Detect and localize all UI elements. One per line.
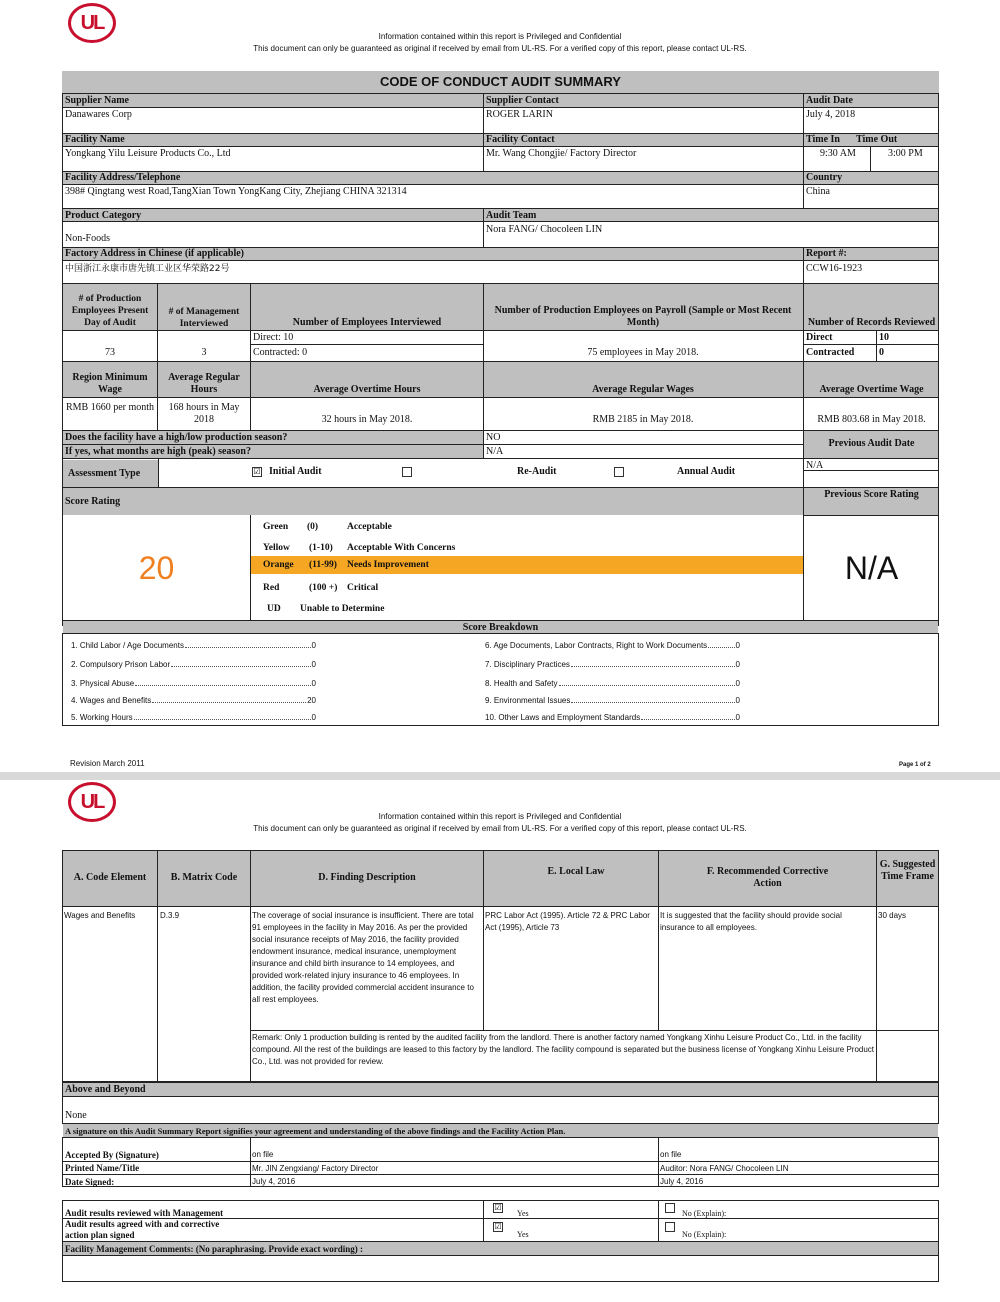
breakdown-label: 10. Other Laws and Employment Standards: [485, 713, 641, 722]
breakdown-item: [71, 695, 316, 706]
ul-logo-2: UL: [68, 782, 116, 822]
breakdown-item: [71, 678, 316, 689]
supplier-contact: ROGER LARIN: [486, 109, 553, 120]
confidential-notice: Information contained within this report is Privileged and Confidential This document can only be guaranteed as original if received by email from UL-RS. For a verified copy of this report, please contact UL-RS.: [253, 32, 747, 53]
score-value: 20: [138, 550, 175, 586]
overtime-hours: 32 hours in May 2018.: [321, 414, 413, 425]
average-hours: 168 hours in May 2018: [168, 402, 240, 425]
code-element: Wages and Benefits: [64, 911, 136, 920]
breakdown-item: [485, 678, 740, 689]
interviewed-direct: Direct: 10: [253, 332, 294, 343]
audit-team: Nora FANG/ Chocoleen LIN: [486, 224, 603, 235]
breakdown-item: [71, 640, 316, 651]
previous-audit-date: N/A: [806, 460, 824, 471]
breakdown-item: [71, 659, 316, 670]
finding-description: The coverage of social insurance is insufficient. There are total 91 employees in the facility in May 2016. As per the provided social insurance receipts of May 2016, the facility provided endowment insurance, medical insurance, unemployment insurance and child birth insurance to 14 employees, and provided work-related injury insurance to 46 employees. In addition, the facility provided commercial accident insurance to all rest employees.: [252, 911, 474, 1004]
page-number: Page 1 of 2: [899, 762, 931, 768]
time-frame: 30 days: [878, 911, 907, 920]
breakdown-label: 9. Environmental Issues: [485, 696, 571, 705]
breakdown-value: 0: [735, 641, 740, 650]
agreed-no-checkbox[interactable]: [665, 1222, 675, 1232]
annual-audit-checkbox[interactable]: [614, 467, 624, 477]
rating-range: (11-99): [309, 560, 337, 570]
report-title: CODE OF CONDUCT AUDIT SUMMARY: [380, 74, 621, 89]
reaudit-checkbox[interactable]: [402, 467, 412, 477]
rating-description: Critical: [347, 583, 379, 593]
breakdown-label: 3. Physical Abuse: [71, 679, 135, 688]
agreed-yes-checkbox[interactable]: ☑: [494, 1222, 502, 1231]
corrective-action: It is suggested that the facility should provide social insurance to all employees.: [660, 911, 842, 932]
breakdown-label: 5. Working Hours: [71, 713, 133, 722]
rating-range: (100 +): [309, 583, 338, 593]
facility-name: Yongkang Yilu Leisure Products Co., Ltd: [65, 148, 231, 159]
previous-score: N/A: [844, 550, 899, 586]
product-category: Non-Foods: [65, 233, 111, 244]
breakdown-value: 0: [311, 641, 316, 650]
local-law: PRC Labor Act (1995). Article 72 & PRC Labor Act (1995), Article 73: [485, 911, 650, 932]
audit-date: July 4, 2018: [806, 109, 856, 120]
supplier-name: Danawares Corp: [65, 109, 132, 120]
facility-contact: Mr. Wang Chongjie/ Factory Director: [486, 148, 637, 159]
rating-color: Orange: [263, 560, 294, 570]
signature-note: A signature on this Audit Summary Report signifies your agreement and understanding of the above findings and the Facility Action Plan.: [65, 1126, 566, 1136]
facility-address: 398# Qingtang west Road,TangXian Town YongKang City, Zhejiang CHINA 321314: [65, 186, 407, 197]
rating-color: UD: [267, 604, 281, 614]
confidential-notice-2: Information contained within this report is Privileged and Confidential This document can only be guaranteed as original if received by email from UL-RS. For a verified copy of this report, please contact UL-RS.: [253, 812, 747, 833]
breakdown-label: 1. Child Labor / Age Documents: [71, 641, 184, 650]
rating-description: Acceptable: [347, 522, 392, 532]
reviewed-no-checkbox[interactable]: [665, 1203, 675, 1213]
minimum-wage: RMB 1660 per month: [65, 402, 155, 413]
breakdown-label: 7. Disciplinary Practices: [485, 660, 570, 669]
management-interviewed: 3: [201, 347, 207, 358]
breakdown-item: [485, 640, 740, 651]
breakdown-value: 0: [311, 713, 316, 722]
time-in: 9:30 AM: [820, 148, 856, 159]
breakdown-label: 6. Age Documents, Labor Contracts, Right to Work Documents: [485, 641, 708, 650]
breakdown-value: 0: [735, 660, 740, 669]
rating-color: Yellow: [263, 543, 290, 553]
employees-present: 73: [105, 347, 115, 358]
rating-color: Green: [263, 522, 289, 532]
peak-answer: N/A: [486, 446, 504, 457]
ul-logo: UL: [68, 3, 116, 43]
signature-table: [62, 1137, 939, 1187]
auditor-name: Auditor: Nora FANG/ Chocoleen LIN: [660, 1164, 789, 1173]
date-signed: July 4, 2016: [252, 1177, 296, 1186]
breakdown-label: 8. Health and Safety: [485, 679, 558, 688]
breakdown-value: 0: [735, 696, 740, 705]
matrix-code: D.3.9: [160, 911, 180, 920]
rating-color: Red: [263, 583, 280, 593]
breakdown-item: [485, 695, 740, 706]
breakdown-value: 0: [735, 713, 740, 722]
breakdown-label: 2. Compulsory Prison Labor: [71, 660, 171, 669]
auditor-date: July 4, 2016: [660, 1177, 704, 1186]
initial-audit-checkbox[interactable]: ☑: [253, 467, 261, 476]
records-direct: 10: [879, 332, 889, 343]
records-contracted: 0: [879, 347, 884, 358]
breakdown-value: 0: [311, 679, 316, 688]
printed-name: Mr. JIN Zengxiang/ Factory Director: [252, 1164, 379, 1173]
report-number: CCW16-1923: [806, 263, 863, 274]
country: China: [806, 186, 830, 197]
report-page-2: UL Information contained within this report is Privileged and Confidential This document can only be guaranteed as original if received by email from UL-RS. For a verified copy of this report, please contact UL-RS. A. Code Element B. Matrix Code D. Finding Description E. Local Law F. Recommended Corrective Action G. Suggested Time Frame Wages and Benefits D.3.9 The coverage of social insurance is insufficient. There are total 91 employees in the facility in May 2016. As per the provided social insurance receipts of May 2016, the facility provided endowment insurance, medical insurance, unemployment insurance and child birth insurance to 14 employees, and provided work-related injury insurance to 46 employees. In addition, the facility provided commercial accident insurance to all rest employees. PRC Labor Act (1995). Article 72 & PRC Labor Act (1995), Article 73 It is suggested that the facility should provide social insurance to all employees. 30 days Remark: Only 1 production building is rented by the audited facility from the landlord. There is another factory named Yongkang Xinhu Leisure Product Co., Ltd. in the facility compound. All the rest of the buildings are leased to this factory by the landlord. The facility compound is separated but the business license of Yongkang Xinhu Leisure Product Co., Ltd. was not provided for review. Above and Beyond None A signature on this Audit Summary Report signifies your agreement and understanding of the above findings and the Facility Action Plan. Accepted By (Signature) on file on file Printed Name/Title Mr. JIN Zengxiang/ Factory Director Auditor: Nora FANG/ Chocoleen LIN Date Signed: July 4, 2016 July 4, 2016 Audit results reviewed with Management Audit results agreed with and corrective action plan signed ☑ Yes No (Explain): ☑ Yes No (Explain): Facility Management Comments: (No paraphrasing. Provide exact wording) :: [0, 780, 1000, 1302]
breakdown-item: [485, 659, 740, 670]
rating-range: (0): [307, 522, 319, 532]
revision-note: Revision March 2011: [70, 759, 145, 768]
time-out: 3:00 PM: [888, 148, 923, 159]
regular-wages: RMB 2185 in May 2018.: [592, 414, 694, 425]
reviewed-yes-checkbox[interactable]: ☑: [494, 1203, 502, 1212]
above-and-beyond: None: [65, 1110, 87, 1121]
breakdown-value: 0: [735, 679, 740, 688]
season-answer: NO: [486, 432, 501, 443]
overtime-wage: RMB 803.68 in May 2018.: [817, 414, 926, 425]
rating-range: (1-10): [309, 543, 333, 553]
breakdown-item: [485, 712, 740, 723]
rating-description: Acceptable With Concerns: [347, 543, 456, 553]
breakdown-value: 20: [307, 696, 316, 705]
breakdown-value: 0: [311, 660, 316, 669]
rating-description: Needs Improvement: [347, 560, 429, 570]
report-page-1: UL Information contained within this report is Privileged and Confidential This document can only be guaranteed as original if received by email from UL-RS. For a verified copy of this report, please contact UL-RS. CODE OF CONDUCT AUDIT SUMMARY Supplier Name Danawares Corp Supplier Contact ROGER LARIN Audit Date July 4, 2018 Facility Name Yongkang Yilu Leisure Products Co., Ltd Facility Contact Mr. Wang Chongjie/ Factory Director Time In Time Out 9:30 AM 3:00 PM Facility Address/Telephone 398# Qingtang west Road,TangXian Town YongKang City, Zhejiang CHINA 321314 Country China Product Category Non-Foods Audit Team Nora FANG/ Chocoleen LIN Factory Address in Chinese (if applicable) 中国浙江永康市唐先镇工业区华荣路22号 Report #: CCW16-1923 # of Production Employees Present Day of Audit 73 # of Management Interviewed 3 Number of Employees Interviewed Direct: 10 Contracted: 0 Number of Production Employees on Payroll (Sample or Most Recent Month) 75 employees in May 2018. Number of Records Reviewed Direct 10 Contracted 0 Region Minimum Wage RMB 1660 per month Average Regular Hours 168 hours in May 2018 Average Overtime Hours 32 hours in May 2018. Average Regular Wages RMB 2185 in May 2018. Average Overtime Wage RMB 803.68 in May 2018. Does the facility have a high/low production season? NO If yes, what months are high (peak) season? N/A Previous Audit Date N/A Assessment Type ☑ Initial Audit Re-Audit Annual Audit Score Rating Previous Score Rating 20 N/A Green (0) Acceptable Yellow (1-10) Acceptable With Concerns Orange (11-99) Needs Improvement Red (100 +) Critical UD Unable to Determine Score Breakdown 1. Child Labor / Age Documents 0 2. Compulsory Prison Labor 0 3. Physical Abuse 0 4. Wages and Benefits 20 5. Working Hours 0 6. Age Documents, Labor Contracts, Right to Work Documents 0 7. Disciplinary Practices 0 8. Health and Safety 0 9. Environmental Issues 0 10. Other Laws and Employment Standards 0 Revision March 2011 Page 1 of 2: [0, 0, 1000, 772]
breakdown-label: 4. Wages and Benefits: [71, 696, 152, 705]
rating-description: Unable to Determine: [300, 604, 385, 614]
chinese-address: 中国浙江永康市唐先镇工业区华荣路22号: [65, 264, 230, 274]
breakdown-item: [71, 712, 316, 723]
comments-label: Facility Management Comments: (No paraphrasing. Provide exact wording) :: [65, 1244, 364, 1254]
interviewed-contracted: Contracted: 0: [253, 347, 308, 358]
payroll-employees: 75 employees in May 2018.: [587, 347, 699, 358]
remark: Remark: Only 1 production building is rented by the audited facility from the landlord. There is another factory named Yongkang Xinhu Leisure Product Co., Ltd. in the facility compound. All the rest of the buildings are leased to this factory by the landlord. The facility compound is separated but the business license of Yongkang Xinhu Leisure Product Co., Ltd. was not provided for review.: [252, 1033, 875, 1066]
